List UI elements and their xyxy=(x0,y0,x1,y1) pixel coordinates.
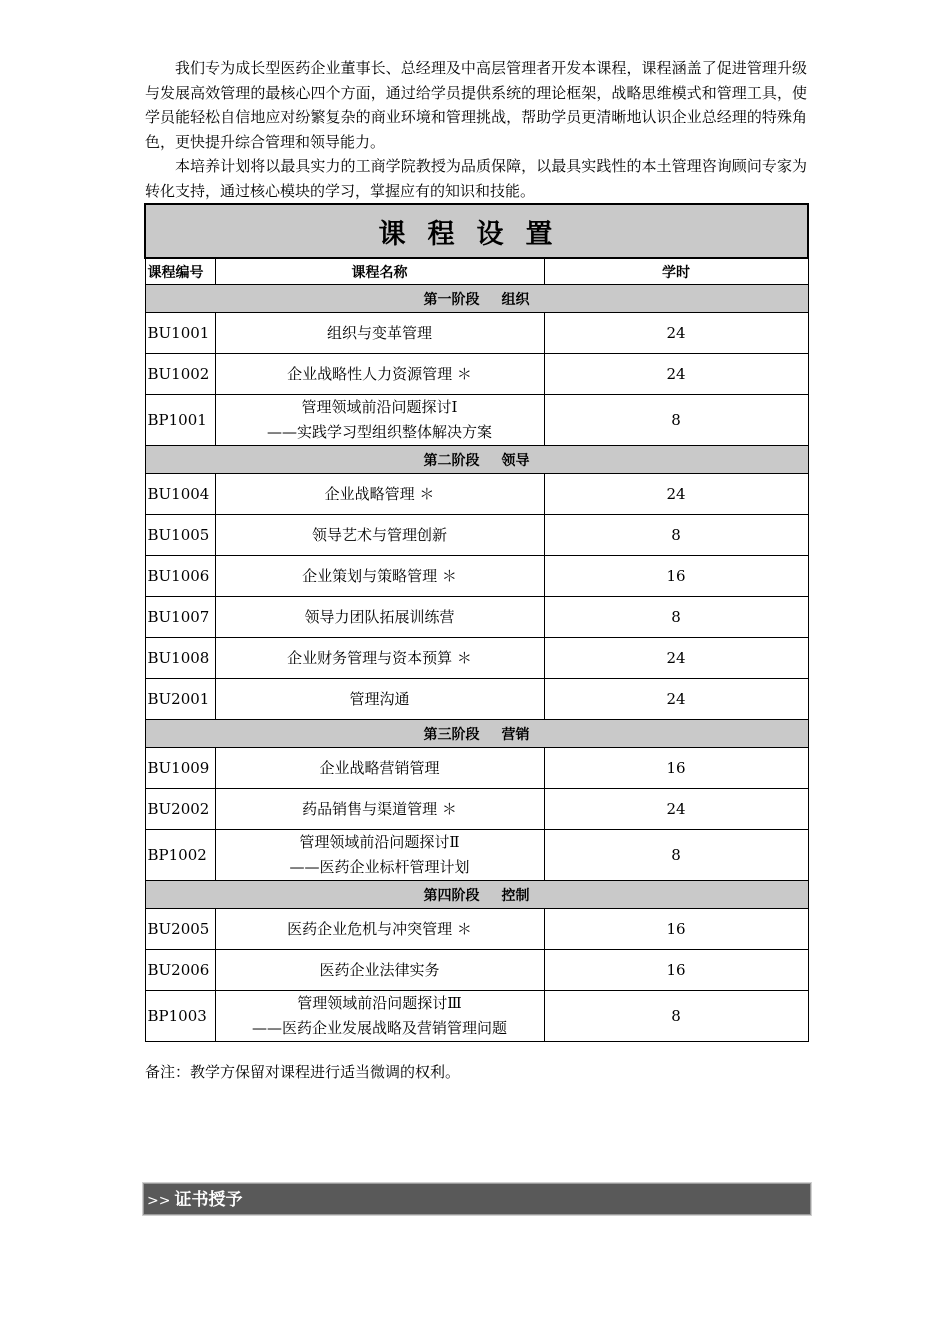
course-hours: 24 xyxy=(544,313,808,354)
course-name-cell xyxy=(215,748,544,789)
course-name: 领导力团队拓展训练营 xyxy=(304,607,455,626)
course-name: 医药企业危机与冲突管理 ＊ xyxy=(287,919,472,938)
course-code: BU1008 xyxy=(145,638,215,679)
course-code: BU1002 xyxy=(145,354,215,395)
course-name-cell xyxy=(215,789,544,830)
stage-row xyxy=(145,446,808,474)
stage-row xyxy=(145,881,808,909)
header-hours: 学时 xyxy=(544,258,808,285)
table-row xyxy=(145,597,808,638)
course-hours: 24 xyxy=(544,474,808,515)
course-code: BP1002 xyxy=(145,830,215,881)
stage-heading xyxy=(145,285,808,313)
course-hours: 16 xyxy=(544,950,808,991)
course-hours: 8 xyxy=(544,597,808,638)
course-code: BU2006 xyxy=(145,950,215,991)
course-name-cell xyxy=(215,515,544,556)
course-name: 企业战略营销管理 xyxy=(319,758,440,777)
stage-number: 第三阶段 xyxy=(423,726,480,743)
course-code: BU2001 xyxy=(145,679,215,720)
section-arrow-icon: >> xyxy=(147,1193,171,1209)
course-name-cell xyxy=(215,950,544,991)
course-hours: 16 xyxy=(544,909,808,950)
course-name-cell xyxy=(215,679,544,720)
stage-row xyxy=(145,285,808,313)
table-row xyxy=(145,395,808,446)
course-name: 管理沟通 xyxy=(349,689,410,708)
course-code: BP1003 xyxy=(145,991,215,1042)
course-hours: 8 xyxy=(544,515,808,556)
course-code: BU1009 xyxy=(145,748,215,789)
course-table xyxy=(144,203,809,1042)
course-hours: 16 xyxy=(544,556,808,597)
course-hours: 24 xyxy=(544,679,808,720)
table-row xyxy=(145,474,808,515)
table-row xyxy=(145,950,808,991)
course-name-cell xyxy=(215,395,544,446)
course-name-cell xyxy=(215,556,544,597)
header-name: 课程名称 xyxy=(215,258,544,285)
intro-paragraph-2: 本培养计划将以最具实力的工商学院教授为品质保障，以最具实践性的本土管理咨询顾问专家为转化支持，通过核心模块的学习，掌握应有的知识和技能。 xyxy=(145,157,807,200)
stage-number: 第一阶段 xyxy=(423,291,480,308)
course-name: 药品销售与渠道管理 ＊ xyxy=(302,799,457,818)
course-name: 医药企业法律实务 xyxy=(319,960,440,979)
certificate-section-title: 证书授予 xyxy=(174,1190,243,1210)
course-code: BU1006 xyxy=(145,556,215,597)
course-hours: 24 xyxy=(544,638,808,679)
course-name: 管理领域前沿问题探讨Ⅲ xyxy=(297,994,462,1012)
course-name-cell xyxy=(215,597,544,638)
table-header-row xyxy=(145,258,808,285)
table-row xyxy=(145,679,808,720)
stage-heading xyxy=(145,881,808,909)
course-subtitle: ——实践学习型组织整体解决方案 xyxy=(266,423,492,441)
course-name-cell xyxy=(215,638,544,679)
table-row xyxy=(145,789,808,830)
course-subtitle: ——医药企业发展战略及营销管理问题 xyxy=(251,1019,507,1037)
table-row xyxy=(145,556,808,597)
table-row xyxy=(145,991,808,1042)
course-name: 组织与变革管理 xyxy=(326,323,432,342)
course-hours: 16 xyxy=(544,748,808,789)
table-row xyxy=(145,909,808,950)
table-title: 课程设置 xyxy=(145,204,808,258)
stage-topic: 领导 xyxy=(501,452,530,469)
stage-heading xyxy=(145,720,808,748)
course-name: 管理领域前沿问题探讨Ⅱ xyxy=(299,833,460,851)
stage-number: 第四阶段 xyxy=(423,887,480,904)
header-code: 课程编号 xyxy=(145,258,215,285)
course-subtitle: ——医药企业标杆管理计划 xyxy=(289,858,470,876)
table-row xyxy=(145,748,808,789)
stage-topic: 控制 xyxy=(501,887,530,904)
course-name-cell xyxy=(215,909,544,950)
stage-topic: 组织 xyxy=(501,291,530,308)
course-code: BU1005 xyxy=(145,515,215,556)
course-code: BU2005 xyxy=(145,909,215,950)
table-row xyxy=(145,638,808,679)
course-code: BU1001 xyxy=(145,313,215,354)
course-name: 企业财务管理与资本预算 ＊ xyxy=(287,648,472,667)
course-hours: 8 xyxy=(544,395,808,446)
course-name-cell xyxy=(215,991,544,1042)
intro-paragraph-1: 我们专为成长型医药企业董事长、总经理及中高层管理者开发本课程，课程涵盖了促进管理升级与发展高效管理的最核心四个方面，通过给学员提供系统的理论框架，战略思维模式和管理工具，使学员能轻松自信地应对纷繁复杂的商业环境和管理挑战，帮助学员更清晰地认识企业总经理的特殊角色，更快提升综合管理和领导能力。 xyxy=(145,59,807,151)
course-code: BU2002 xyxy=(145,789,215,830)
stage-number: 第二阶段 xyxy=(423,452,480,469)
course-name: 企业策划与策略管理 ＊ xyxy=(302,566,457,585)
course-name-cell xyxy=(215,474,544,515)
table-row xyxy=(145,515,808,556)
course-code: BU1007 xyxy=(145,597,215,638)
table-row xyxy=(145,313,808,354)
course-table-body xyxy=(145,204,808,1042)
table-title-row xyxy=(145,204,808,258)
table-row xyxy=(145,354,808,395)
course-name: 领导艺术与管理创新 xyxy=(311,525,447,544)
course-name: 企业战略管理 ＊ xyxy=(324,484,435,503)
course-name-cell xyxy=(215,354,544,395)
stage-row xyxy=(145,720,808,748)
course-code: BU1004 xyxy=(145,474,215,515)
certificate-section-bar xyxy=(143,1183,811,1215)
course-name: 管理领域前沿问题探讨Ⅰ xyxy=(301,398,458,416)
stage-heading xyxy=(145,446,808,474)
course-hours: 24 xyxy=(544,789,808,830)
table-row xyxy=(145,830,808,881)
intro-text xyxy=(145,56,807,203)
course-hours: 24 xyxy=(544,354,808,395)
course-name: 企业战略性人力资源管理 ＊ xyxy=(287,364,472,383)
course-name-cell xyxy=(215,313,544,354)
course-hours: 8 xyxy=(544,991,808,1042)
course-name-cell xyxy=(215,830,544,881)
course-hours: 8 xyxy=(544,830,808,881)
footnote: 备注：教学方保留对课程进行适当微调的权利。 xyxy=(145,1063,461,1081)
stage-topic: 营销 xyxy=(501,726,530,743)
course-code: BP1001 xyxy=(145,395,215,446)
